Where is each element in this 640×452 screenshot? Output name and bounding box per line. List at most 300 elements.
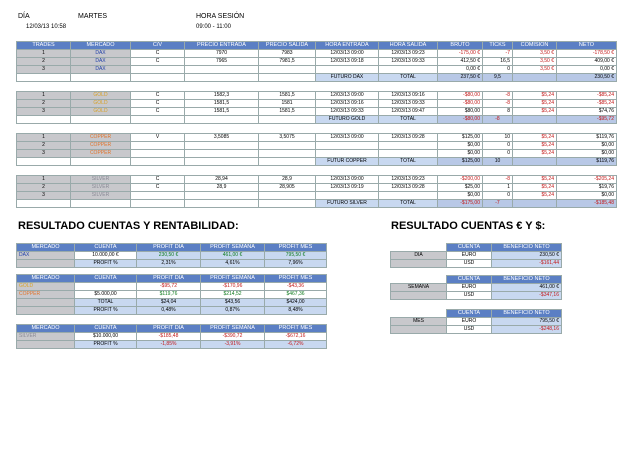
trade-cell: 0	[483, 150, 513, 158]
trade-cell: 412,50 €	[438, 58, 483, 66]
trade-cell: DAX	[71, 66, 131, 74]
trade-cell: GOLD	[71, 108, 131, 116]
total-market-label: FUTURO DAX	[316, 74, 379, 82]
trade-cell	[379, 142, 438, 150]
trade-cell: -$85,24	[557, 92, 617, 100]
left-row	[17, 260, 327, 268]
spacer-row	[17, 166, 617, 176]
trade-cell: -$200,00	[438, 176, 483, 184]
empty-cell	[513, 158, 557, 166]
trade-cell: 1	[17, 92, 71, 100]
trade-cell: COPPER	[71, 150, 131, 158]
empty-cell	[17, 200, 71, 208]
left-row	[17, 283, 327, 291]
trade-cell	[259, 142, 316, 150]
left-cell: 7,96%	[265, 260, 327, 268]
trade-cell: 12/03/13 09:16	[316, 100, 379, 108]
trade-cell	[259, 150, 316, 158]
trade-cell: 3,5075	[259, 134, 316, 142]
total-neto: 230,50 €	[557, 74, 617, 82]
column-header: COMISIÓN	[513, 42, 557, 50]
empty-cell	[71, 116, 131, 124]
trade-row	[17, 92, 617, 100]
trade-cell: C	[131, 108, 185, 116]
empty-cell	[513, 116, 557, 124]
currency-cell: USD	[447, 260, 492, 268]
empty-cell	[17, 74, 71, 82]
total-ticks: 10	[483, 158, 513, 166]
beneficio-cell: 230,50 €	[492, 252, 562, 260]
trade-cell: $5,24	[513, 176, 557, 184]
trade-cell: COPPER	[71, 134, 131, 142]
trade-cell: V	[131, 134, 185, 142]
trade-cell: 12/03/13 09:16	[379, 92, 438, 100]
trade-cell: 10	[483, 134, 513, 142]
left-table-dax	[16, 243, 327, 268]
trade-cell	[131, 192, 185, 200]
left-cell: $214,52	[201, 291, 265, 299]
left-table-silver	[16, 324, 327, 349]
trade-cell: 0,00 €	[557, 66, 617, 74]
hora-value: 09:00 - 11:00	[196, 24, 231, 30]
trade-cell	[259, 66, 316, 74]
trade-cell	[131, 150, 185, 158]
left-cell: -$170,96	[201, 283, 265, 291]
total-ticks: 9,5	[483, 74, 513, 82]
left-cell: SILVER	[17, 333, 75, 341]
left-cell	[17, 307, 75, 315]
right-row	[391, 326, 562, 334]
left-cell: PROFIT %	[75, 307, 137, 315]
total-word: TOTAL	[379, 116, 438, 124]
left-cell: 8,48%	[265, 307, 327, 315]
period-label: DÍA	[391, 252, 447, 260]
column-header: CUENTA	[447, 310, 492, 318]
trade-cell: C	[131, 184, 185, 192]
column-header: PRECIO SALIDA	[259, 42, 316, 50]
trade-cell: SILVER	[71, 184, 131, 192]
trade-row	[17, 50, 617, 58]
column-header: PROFIT DÍA	[137, 275, 201, 283]
empty-cell	[185, 158, 259, 166]
left-header-row	[17, 275, 327, 283]
spacer-row	[17, 82, 617, 92]
left-cell: $24,04	[137, 299, 201, 307]
trade-cell	[185, 142, 259, 150]
empty-cell	[391, 276, 447, 284]
trade-cell	[185, 150, 259, 158]
left-cell	[17, 299, 75, 307]
beneficio-cell: -$347,16	[492, 292, 562, 300]
trade-cell: $0,00	[438, 192, 483, 200]
column-header: HORA ENTRADA	[316, 42, 379, 50]
empty-cell	[185, 74, 259, 82]
column-header: PROFIT DÍA	[137, 325, 201, 333]
trade-cell: 7970	[185, 50, 259, 58]
empty-cell	[391, 310, 447, 318]
trade-cell: 8	[483, 108, 513, 116]
spacer-cell	[17, 82, 617, 92]
trade-cell: $125,00	[438, 134, 483, 142]
trade-cell	[379, 66, 438, 74]
column-header: CUENTA	[75, 275, 137, 283]
trade-cell	[316, 192, 379, 200]
left-cell: PROFIT %	[75, 341, 137, 349]
column-header: PROFIT SEMANA	[201, 244, 265, 252]
beneficio-cell: 795,50 €	[492, 318, 562, 326]
trade-cell: C	[131, 58, 185, 66]
trade-cell: $5,24	[513, 100, 557, 108]
empty-cell	[17, 116, 71, 124]
column-header: BENEFICIO NETO	[492, 244, 562, 252]
column-header: PROFIT SEMANA	[201, 325, 265, 333]
trade-cell: $5,24	[513, 92, 557, 100]
column-header: C/V	[131, 42, 185, 50]
left-row	[17, 291, 327, 299]
column-header: BENEFICIO NETO	[492, 276, 562, 284]
total-neto: -$185,48	[557, 200, 617, 208]
trade-cell: -8	[483, 100, 513, 108]
trade-cell: 1	[17, 134, 71, 142]
trade-cell	[316, 142, 379, 150]
right-row	[391, 252, 562, 260]
trade-cell: 0	[483, 192, 513, 200]
left-cell: 795,50 €	[265, 252, 327, 260]
left-cell: 2,31%	[137, 260, 201, 268]
trade-cell: 2	[17, 58, 71, 66]
trade-cell: $0,00	[557, 142, 617, 150]
trade-cell: C	[131, 92, 185, 100]
trade-cell: 1581,5	[185, 108, 259, 116]
trade-row	[17, 66, 617, 74]
empty-cell	[259, 200, 316, 208]
empty-cell	[513, 74, 557, 82]
trade-cell	[259, 192, 316, 200]
dia-value: MARTES	[78, 13, 108, 20]
total-word: TOTAL	[379, 200, 438, 208]
trade-cell: 1582,3	[185, 92, 259, 100]
left-cell: -$390,72	[201, 333, 265, 341]
trade-cell: 12/03/13 09:28	[379, 134, 438, 142]
empty-cell	[185, 116, 259, 124]
trade-cell	[316, 66, 379, 74]
empty-cell	[131, 116, 185, 124]
column-header: PROFIT MES	[265, 275, 327, 283]
column-header: MERCADO	[17, 275, 75, 283]
trade-cell: $5,24	[513, 142, 557, 150]
empty-cell	[259, 158, 316, 166]
trade-cell: 3,50 €	[513, 50, 557, 58]
trade-cell: 0,00 €	[438, 66, 483, 74]
spacer-row	[17, 124, 617, 134]
trade-row	[17, 108, 617, 116]
trade-cell	[316, 150, 379, 158]
trade-cell: 0	[483, 66, 513, 74]
empty-cell	[391, 326, 447, 334]
column-header: CUENTA	[75, 325, 137, 333]
trade-cell: 3	[17, 66, 71, 74]
trade-cell	[379, 150, 438, 158]
spacer-cell	[17, 124, 617, 134]
column-header: MERCADO	[17, 244, 75, 252]
trade-cell: $25,00	[438, 184, 483, 192]
left-cell: $43,56	[201, 299, 265, 307]
currency-cell: EURO	[447, 252, 492, 260]
left-cell: -$95,72	[137, 283, 201, 291]
empty-cell	[131, 158, 185, 166]
trade-cell: 12/03/13 09:18	[316, 58, 379, 66]
left-cell: 4,61%	[201, 260, 265, 268]
left-cell: -$672,16	[265, 333, 327, 341]
left-cell: 0,87%	[201, 307, 265, 315]
trade-cell: 16,5	[483, 58, 513, 66]
left-header-row	[17, 325, 327, 333]
left-cell: -3,91%	[201, 341, 265, 349]
trade-cell: GOLD	[71, 100, 131, 108]
trade-cell: $80,00	[438, 108, 483, 116]
trade-cell: $119,76	[557, 134, 617, 142]
trade-cell: 3,5085	[185, 134, 259, 142]
currency-cell: EURO	[447, 284, 492, 292]
trade-cell: DAX	[71, 58, 131, 66]
date-value: 12/03/13 10:58	[26, 24, 67, 30]
column-header: PROFIT DÍA	[137, 244, 201, 252]
left-cell: $10.000,00	[75, 333, 137, 341]
total-neto: $119,76	[557, 158, 617, 166]
empty-cell	[513, 200, 557, 208]
currency-cell: EURO	[447, 318, 492, 326]
empty-cell	[71, 74, 131, 82]
right-title: RESULTADO CUENTAS € Y $:	[391, 220, 546, 232]
left-row	[17, 299, 327, 307]
trade-cell: 12/03/13 09:00	[316, 134, 379, 142]
empty-cell	[71, 200, 131, 208]
trade-cell	[379, 192, 438, 200]
left-cell: $424,00	[265, 299, 327, 307]
trade-cell: -$85,24	[557, 100, 617, 108]
column-header: BENEFICIO NETO	[492, 310, 562, 318]
trade-cell: 1	[483, 184, 513, 192]
hora-label: HORA SESIÓN	[196, 13, 245, 20]
trade-cell: 12/03/13 09:33	[379, 100, 438, 108]
trade-cell: -8	[483, 92, 513, 100]
trade-cell: 12/03/13 09:19	[316, 184, 379, 192]
trade-cell: $5,24	[513, 150, 557, 158]
trade-cell: GOLD	[71, 92, 131, 100]
trade-cell: -$80,00	[438, 100, 483, 108]
left-row	[17, 341, 327, 349]
left-row	[17, 252, 327, 260]
trade-cell: C	[131, 100, 185, 108]
trade-cell: 0	[483, 142, 513, 150]
empty-cell	[391, 292, 447, 300]
trade-cell: -8	[483, 176, 513, 184]
right-row	[391, 318, 562, 326]
trade-cell: 2	[17, 100, 71, 108]
empty-cell	[185, 200, 259, 208]
column-header: PROFIT SEMANA	[201, 275, 265, 283]
empty-cell	[391, 260, 447, 268]
trades-table	[16, 41, 617, 208]
right-table-dia	[390, 243, 562, 268]
trade-cell: 7983	[259, 50, 316, 58]
left-cell: -6,72%	[265, 341, 327, 349]
left-cell: $119,76	[137, 291, 201, 299]
trade-cell: C	[131, 176, 185, 184]
trade-cell: $5,24	[513, 192, 557, 200]
trade-cell: 3	[17, 108, 71, 116]
trade-row	[17, 142, 617, 150]
left-cell: GOLD	[17, 283, 75, 291]
right-header-row	[391, 244, 562, 252]
empty-cell	[71, 158, 131, 166]
left-table-gold-copper	[16, 274, 327, 315]
trade-cell: $0,00	[557, 150, 617, 158]
trade-row	[17, 150, 617, 158]
left-cell: 230,50 €	[137, 252, 201, 260]
total-ticks: -8	[483, 116, 513, 124]
trade-cell: 28,905	[259, 184, 316, 192]
trade-cell: 1581,5	[185, 100, 259, 108]
trade-cell: 2	[17, 184, 71, 192]
empty-cell	[131, 200, 185, 208]
trade-cell: $74,76	[557, 108, 617, 116]
total-ticks: -7	[483, 200, 513, 208]
trade-cell: C	[131, 50, 185, 58]
empty-cell	[259, 116, 316, 124]
trade-cell: 12/03/13 09:00	[316, 92, 379, 100]
total-market-label: FUTUR COPPER	[316, 158, 379, 166]
column-header: PRECIO ENTRADA	[185, 42, 259, 50]
trade-cell	[131, 142, 185, 150]
beneficio-cell: -$161,44	[492, 260, 562, 268]
trade-cell: 28,94	[185, 176, 259, 184]
trade-cell: 1581,5	[259, 108, 316, 116]
trade-cell: 1581,5	[259, 92, 316, 100]
column-header: MERCADO	[71, 42, 131, 50]
total-row	[17, 116, 617, 124]
trade-cell: 12/03/13 09:47	[379, 108, 438, 116]
left-cell	[17, 341, 75, 349]
left-cell: 0,48%	[137, 307, 201, 315]
trade-cell: 409,00 €	[557, 58, 617, 66]
trade-cell	[131, 66, 185, 74]
trade-cell: 12/03/13 09:23	[379, 50, 438, 58]
column-header: NETO	[557, 42, 617, 50]
right-row	[391, 284, 562, 292]
right-table-semana	[390, 275, 562, 300]
trade-row	[17, 176, 617, 184]
total-bruto: $125,00	[438, 158, 483, 166]
trade-cell: 7981,5	[259, 58, 316, 66]
trade-cell: -175,00 €	[438, 50, 483, 58]
column-header: TRADES	[17, 42, 71, 50]
trade-cell: -7	[483, 50, 513, 58]
trade-cell: -178,50 €	[557, 50, 617, 58]
trade-cell: 1581	[259, 100, 316, 108]
total-market-label: FUTURO SILVER	[316, 200, 379, 208]
trade-cell: 2	[17, 142, 71, 150]
trade-cell: $0,00	[438, 150, 483, 158]
left-cell: TOTAL	[75, 299, 137, 307]
beneficio-cell: -$248,16	[492, 326, 562, 334]
left-cell: -1,85%	[137, 341, 201, 349]
left-cell: $467,36	[265, 291, 327, 299]
trade-row	[17, 184, 617, 192]
column-header: CUENTA	[447, 276, 492, 284]
period-label: MES	[391, 318, 447, 326]
total-bruto: -$80,00	[438, 116, 483, 124]
column-header: CUENTA	[447, 244, 492, 252]
column-header: CUENTA	[75, 244, 137, 252]
total-word: TOTAL	[379, 74, 438, 82]
trade-cell: 12/03/13 09:28	[379, 184, 438, 192]
trade-cell: -$80,00	[438, 92, 483, 100]
trade-cell: 12/03/13 09:00	[316, 176, 379, 184]
left-cell: PROFIT %	[75, 260, 137, 268]
left-title: RESULTADO CUENTAS Y RENTABILIDAD:	[18, 220, 239, 232]
total-word: TOTAL	[379, 158, 438, 166]
total-bruto: 237,50 €	[438, 74, 483, 82]
trade-cell: 7965	[185, 58, 259, 66]
column-header: MERCADO	[17, 325, 75, 333]
left-cell: COPPER	[17, 291, 75, 299]
total-bruto: -$175,00	[438, 200, 483, 208]
trade-row	[17, 100, 617, 108]
trades-header-row	[17, 42, 617, 50]
right-row	[391, 260, 562, 268]
trade-cell: 12/03/13 09:33	[379, 58, 438, 66]
trade-cell: SILVER	[71, 192, 131, 200]
left-cell: DAX	[17, 252, 75, 260]
trade-cell: $0,00	[438, 142, 483, 150]
trade-cell: $5,24	[513, 108, 557, 116]
trade-cell: 3	[17, 192, 71, 200]
trade-cell: 12/03/13 09:33	[316, 108, 379, 116]
total-market-label: FUTURO GOLD	[316, 116, 379, 124]
left-cell: -$185,48	[137, 333, 201, 341]
left-cell: $5.000,00	[75, 291, 137, 299]
trade-row	[17, 134, 617, 142]
empty-cell	[17, 158, 71, 166]
dia-label: DÍA	[18, 13, 30, 20]
trade-cell	[185, 192, 259, 200]
right-header-row	[391, 310, 562, 318]
trade-cell: 12/03/13 09:23	[379, 176, 438, 184]
trade-cell: 12/03/13 09:00	[316, 50, 379, 58]
column-header: PROFIT MES	[265, 325, 327, 333]
left-row	[17, 307, 327, 315]
trade-cell: COPPER	[71, 142, 131, 150]
currency-cell: USD	[447, 326, 492, 334]
trade-cell: $19,76	[557, 184, 617, 192]
trade-cell	[185, 66, 259, 74]
total-row	[17, 158, 617, 166]
trade-cell: $5,24	[513, 184, 557, 192]
left-row	[17, 333, 327, 341]
total-neto: -$95,72	[557, 116, 617, 124]
trade-cell: 28,9	[259, 176, 316, 184]
column-header: BRUTO	[438, 42, 483, 50]
trade-cell: 3,50 €	[513, 58, 557, 66]
period-label: SEMANA	[391, 284, 447, 292]
spacer-cell	[17, 166, 617, 176]
trade-cell: $0,00	[557, 192, 617, 200]
beneficio-cell: 461,00 €	[492, 284, 562, 292]
left-header-row	[17, 244, 327, 252]
trade-cell: 1	[17, 50, 71, 58]
column-header: TICKS	[483, 42, 513, 50]
